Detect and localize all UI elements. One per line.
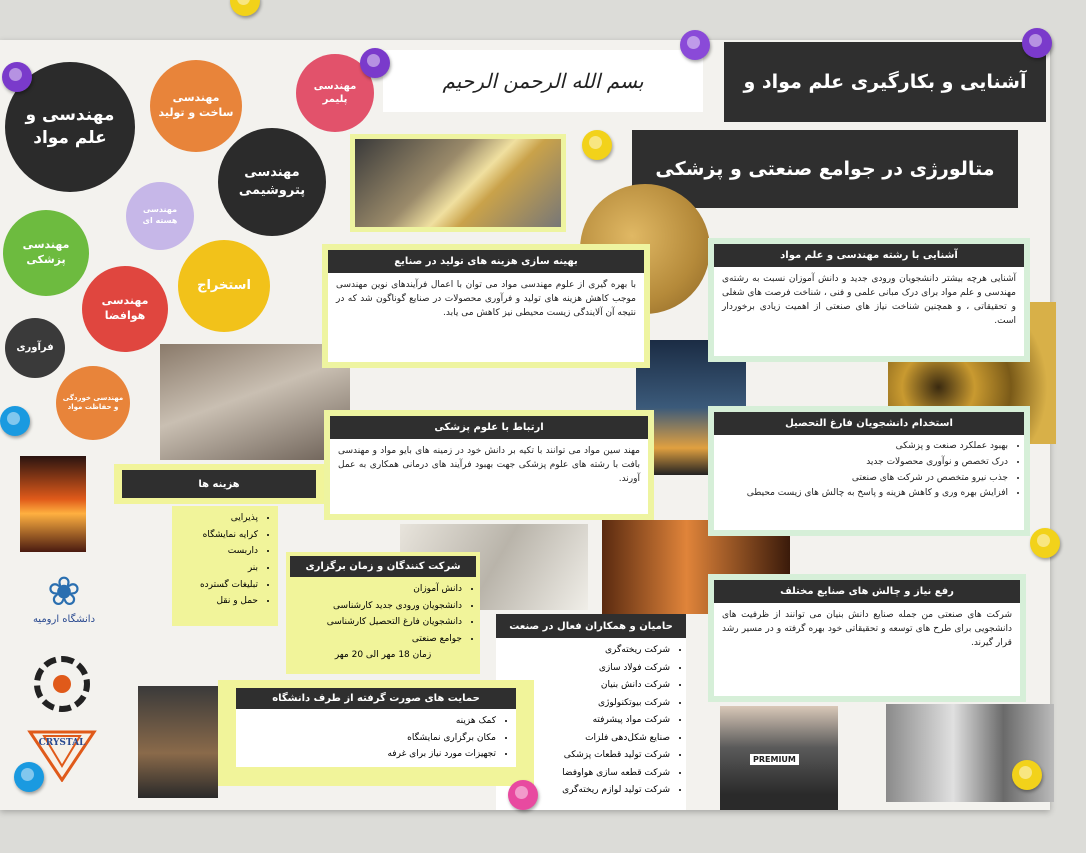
medical-title: ارتباط با علوم پزشکی (330, 416, 648, 439)
cost-optimization-card (322, 244, 650, 368)
pushpin-blue-icon (0, 406, 30, 436)
crystal-logo-text: CRYSTAL (38, 738, 86, 748)
pushpin-purple-icon (360, 48, 390, 78)
list-item: • تبلیغات گسترده (178, 577, 258, 594)
list-item: • مکان برگزاری نمایشگاه (242, 730, 496, 747)
list-item: • درک تخصص و نوآوری محصولات جدید (720, 455, 1008, 471)
university-support-title: حمایت های صورت گرفته از طرف دانشگاه (236, 688, 516, 709)
helmet-photo (720, 706, 838, 810)
pushpin-blue-icon (14, 762, 44, 792)
pushpin-yellow-icon (1012, 760, 1042, 790)
pushpin-purple-icon (2, 62, 32, 92)
helmet-brand-text: PREMIUM (750, 754, 799, 765)
list-item: • افزایش بهره وری و کاهش هزینه و پاسخ به چالش های زیست محیطی (720, 486, 1008, 502)
list-item: • شرکت دانش بنیان (500, 677, 670, 695)
challenges-text: شرکت های صنعتی من جمله صنایع دانش بنیان می توانند از ظرفیت های دانشجویی برای طرح های توسعه و تحقیقاتی خود بهره گرفته و در مسیر رشد قرار گیرند. (722, 610, 1012, 648)
cost-optimization-title: بهینه سازی هزینه های تولید در صنایع (328, 250, 644, 273)
list-item: • بنر (178, 560, 258, 577)
list-item: • حمل و نقل (178, 593, 258, 610)
medical-text: مهند سین مواد می توانند با تکیه بر دانش خود در زمینه های بایو مواد و مهندسی بافت با رشته های علوم پزشکی جهت بهبود فرآیند های درمانی همکاری به عمل آورند. (338, 446, 640, 484)
circle-processing: فرآوری (5, 318, 65, 378)
list-item: • کرایه نمایشگاه (178, 527, 258, 544)
pushpin-pink-icon (508, 780, 538, 810)
list-item: • پذیرایی (178, 510, 258, 527)
participants-card (286, 552, 480, 674)
welding-torch-photo (350, 134, 566, 232)
list-item: • کمک هزینه (242, 713, 496, 730)
flower-logo-icon: ❀ (47, 569, 81, 615)
university-support-card (218, 680, 534, 786)
circle-materials-engineering: مهندسی و علم مواد (5, 62, 135, 192)
list-item: • شرکت تولید لوازم ریخته‌گری (500, 782, 670, 800)
circle-petrochemical: مهندسی پتروشیمی (218, 128, 326, 236)
circle-biomedical: مهندسی پزشکی (3, 210, 89, 296)
gear-logo-icon (34, 656, 90, 712)
intro-title: آشنایی با رشته مهندسی و علم مواد (714, 244, 1024, 267)
sponsors-title: حامیان و همکاران فعال در صنعت (496, 614, 686, 638)
list-item: • تجهیزات مورد نیاز برای غرفه (242, 746, 496, 763)
list-item: • دانش آموزان (290, 581, 462, 598)
list-item: • شرکت مواد پیشرفته (500, 712, 670, 730)
list-item: • شرکت قطعه سازی هواوفضا (500, 765, 670, 783)
costs-list (172, 506, 278, 626)
pushpin-purple-icon (1022, 28, 1052, 58)
circle-polymer: مهندسی پلیمر (296, 54, 374, 132)
pushpin-purple-icon (680, 30, 710, 60)
list-item: • دانشجویان فارغ التحصیل کارشناسی (290, 614, 462, 631)
circle-corrosion: مهندسی خوردگی و حفاظت مواد (56, 366, 130, 440)
circle-extraction: استخراج (178, 240, 270, 332)
intro-text: آشنایی هرچه بیشتر دانشجویان ورودی جدید و دانش آموزان نسبت به رشته‌ی مهندسی و علم مواد برای درک مبانی علمی و فنی ، شناخت فرصت های شغلی و تحقیقاتی ، و همچنین شناخت نیاز های صنعتی از اهمیت زیادی برخوردار است. (722, 274, 1016, 326)
circle-manufacturing: مهندسی ساخت و تولید (150, 60, 242, 152)
employment-card (708, 406, 1030, 536)
circle-aerospace: مهندسی هوافضا (82, 266, 168, 352)
workshop-photo (138, 686, 218, 798)
bismillah-banner: بسم الله الرحمن الرحیم (383, 50, 703, 112)
list-item: • صنایع شکل‌دهی فلزات (500, 730, 670, 748)
list-item: • جذب نیرو متخصص در شرکت های صنعتی (720, 471, 1008, 487)
cost-optimization-text: با بهره گیری از علوم مهندسی مواد می توان با اعمال فرآیندهای نوین مهندسی موجب کاهش هزینه های تولید و فرآوری محصولات در صنایع گوناگون شد که در نتیجه آن آلایندگی زیست محیطی نیز کاهش می یابد. (336, 280, 636, 318)
list-item: • شرکت ریخته‌گری (500, 642, 670, 660)
intro-card (708, 238, 1030, 362)
participants-title: شرکت کنندگان و زمان برگزاری (290, 556, 476, 577)
list-item: • شرکت بیوتکنولوژی (500, 695, 670, 713)
pushpin-yellow-icon (582, 130, 612, 160)
university-logo (18, 570, 110, 650)
list-item: • شرکت تولید قطعات پزشکی (500, 747, 670, 765)
list-item: • دانشجویان ورودی جدید کارشناسی (290, 598, 462, 615)
list-item: • جوامع صنعتی (290, 631, 462, 648)
event-time: زمان 18 مهر الی 20 مهر (334, 649, 432, 660)
list-item: • شرکت فولاد سازی (500, 660, 670, 678)
costs-title: هزینه ها (122, 470, 316, 498)
main-title-line2: متالورژی در جوامع صنعتی و پزشکی (632, 130, 1018, 208)
medical-card (324, 410, 654, 520)
list-item: • داربست (178, 543, 258, 560)
university-logo-text: دانشگاه ارومیه (32, 614, 96, 625)
challenges-card (708, 574, 1026, 702)
main-title-line1: آشنایی و بکارگیری علم مواد و (724, 42, 1046, 122)
employment-list (714, 439, 1024, 502)
challenges-title: رفع نیاز و چالش های صنایع مختلف (714, 580, 1020, 603)
list-item: • بهبود عملکرد صنعت و پزشکی (720, 439, 1008, 455)
molten-metal-photo (20, 456, 86, 552)
pushpin-yellow-icon (230, 0, 260, 16)
employment-title: استخدام دانشجویان فارغ التحصیل (714, 412, 1024, 435)
circle-nuclear: مهندسی هسته ای (126, 182, 194, 250)
pushpin-yellow-icon (1030, 528, 1060, 558)
